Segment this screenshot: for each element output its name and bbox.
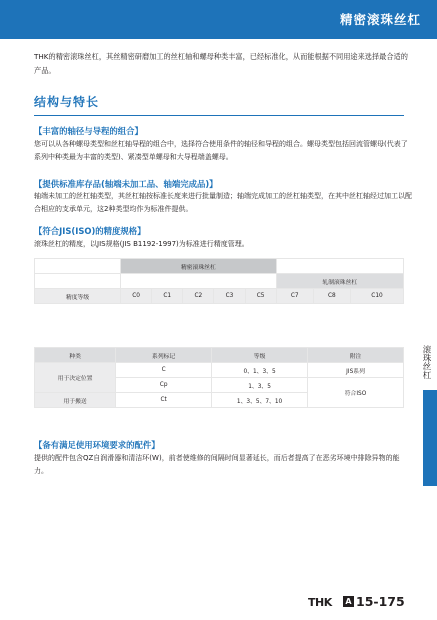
table1-row-label: 精度等级 <box>35 289 121 304</box>
grade-cell: C8 <box>313 289 350 304</box>
page-number: 15-175 <box>356 594 405 609</box>
table2-mark: C <box>116 363 212 378</box>
table2-note-iso: 符合ISO <box>308 378 404 408</box>
heading-combination: 【丰富的轴径与导程的组合】 <box>34 126 143 136</box>
table2-header: 附注 <box>308 348 404 363</box>
grade-cell: C0 <box>121 289 152 304</box>
grade-cell: C5 <box>245 289 276 304</box>
table2-header: 系列标记 <box>116 348 212 363</box>
section-a-badge: A <box>343 596 354 607</box>
grade-cell: C3 <box>214 289 245 304</box>
table2-header: 等级 <box>212 348 308 363</box>
section-divider <box>34 115 404 116</box>
table2-grade: 1、3、5 <box>212 378 308 393</box>
table2-header: 种类 <box>35 348 116 363</box>
precision-grade-table <box>34 258 404 304</box>
table2-note: JIS系列 <box>308 363 404 378</box>
text-combination: 您可以从各种螺母类型和丝杠轴导程的组合中，选择符合使用条件的轴径和导程的组合。螺母类型包括回流管螺母(代表了系列中种类最为丰富的类型)、紧凑型单螺母和大导程端盖螺母。 <box>34 140 408 161</box>
grade-cell: C10 <box>350 289 403 304</box>
grade-cell: C2 <box>183 289 214 304</box>
table2-grade: 0、1、3、5 <box>212 363 308 378</box>
intro-paragraph: THK的精密滚珠丝杠，其丝精密研磨加工的丝杠轴和螺母种类丰富，已经标准化，从而能根据不同用途来选择最合适的产品。 <box>34 52 408 75</box>
grade-cell: C1 <box>152 289 183 304</box>
text-stock-items: 轴端未加工的丝杠轴类型，其丝杠轴按标准长度来进行批量制造；轴端完成加工的丝杠轴类型，在其中丝杠轴经过加工以配合相应的支承单元，这2种类型均作为标准件提供。 <box>34 192 412 213</box>
side-section-label: 滚珠丝杠 <box>421 345 431 379</box>
table1-blank-cell <box>35 259 121 274</box>
table1-blank-top-right <box>276 259 403 274</box>
heading-jis: 【符合JIS(ISO)的精度规格】 <box>34 226 146 236</box>
section-title: 结构与特长 <box>34 95 100 109</box>
side-tab-marker <box>423 390 437 486</box>
thk-logo: THK <box>308 596 332 609</box>
grade-cell: C7 <box>276 289 313 304</box>
text-jis: 滚珠丝杠的精度，以JIS规格(JIS B1192-1997)为标准进行精度管理。 <box>34 240 249 248</box>
table2-mark: Cp <box>116 378 212 393</box>
table1-blank-cell <box>35 274 121 289</box>
heading-accessories: 【备有满足使用环境要求的配件】 <box>34 440 160 450</box>
table2-type-transport: 用于搬送 <box>35 393 116 408</box>
series-table <box>34 347 404 408</box>
table2-type-positioning: 用于决定位置 <box>35 363 116 393</box>
page-header-title: 精密滚珠丝杠 <box>339 12 421 27</box>
table2-grade: 1、3、5、7、10 <box>212 393 308 408</box>
table1-group-precision: 精密滚珠丝杠 <box>121 259 277 274</box>
heading-stock-items: 【提供标准库存品(轴端未加工品、轴端完成品)】 <box>34 179 218 189</box>
text-accessories: 提供的配件包含QZ自润滑器和清洁环(W)，前者使维修的间隔时间显著延长，而后者提高了在恶劣环境中排除异物的能力。 <box>34 454 400 475</box>
table1-blank-mid <box>121 274 277 289</box>
table1-group-rolled: 轧制滚珠丝杠 <box>276 274 403 289</box>
table2-mark: Ct <box>116 393 212 408</box>
